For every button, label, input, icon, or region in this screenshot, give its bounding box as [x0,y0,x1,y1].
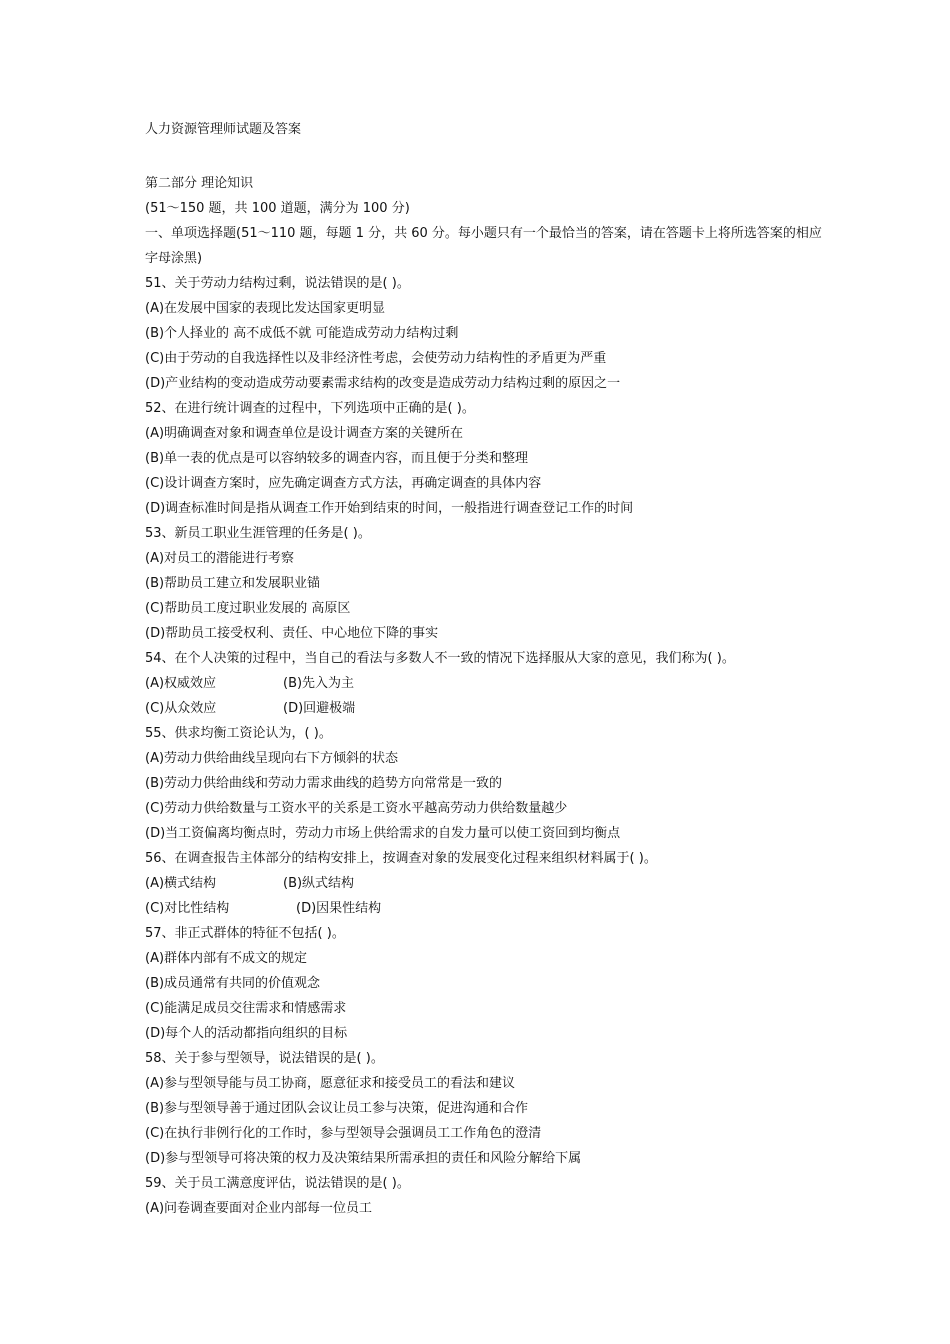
question-option: (B)成员通常有共同的价值观念 [145,976,321,991]
question-option: (A)对员工的潜能进行考察 [145,551,295,566]
question-option: (B)纵式结构 [283,876,355,891]
question-stem: 55、供求均衡工资论认为，( )。 [145,726,332,741]
question-stem: 53、新员工职业生涯管理的任务是( )。 [145,526,371,541]
option-row [145,696,825,721]
question-option: (B)劳动力供给曲线和劳动力需求曲线的趋势方向常常是一致的 [145,776,503,791]
question-stem: 57、非正式群体的特征不包括( )。 [145,926,345,941]
question-option: (C)对比性结构 [145,901,230,916]
question-option: (D)调查标准时间是指从调查工作开始到结束的时间，一般指进行调查登记工作的时间 [145,501,634,516]
question-option: (C)劳动力供给数量与工资水平的关系是工资水平越高劳动力供给数量越少 [145,801,568,816]
question-option: (D)产业结构的变动造成劳动要素需求结构的改变是造成劳动力结构过剩的原因之一 [145,376,621,391]
document-title: 人力资源管理师试题及答案 [145,122,302,137]
question-option: (B)参与型领导善于通过团队会议让员工参与决策，促进沟通和合作 [145,1101,529,1116]
question-option: (D)当工资偏离均衡点时，劳动力市场上供给需求的自发力量可以使工资回到均衡点 [145,826,621,841]
question-option: (B)先入为主 [283,676,355,691]
question-stem: 58、关于参与型领导，说法错误的是( )。 [145,1051,384,1066]
question-option: (A)参与型领导能与员工协商，愿意征求和接受员工的看法和建议 [145,1076,516,1091]
question-option: (A)权威效应 [145,676,217,691]
question-option: (D)每个人的活动都指向组织的目标 [145,1026,348,1041]
question-option: (A)问卷调查要面对企业内部每一位员工 [145,1201,373,1216]
question-option: (A)明确调查对象和调查单位是设计调查方案的关键所在 [145,426,464,441]
question-option: (A)横式结构 [145,876,217,891]
question-option: (D)回避极端 [283,701,356,716]
question-option: (B)个人择业的 高不成低不就 可能造成劳动力结构过剩 [145,326,459,341]
question-option: (A)群体内部有不成文的规定 [145,951,308,966]
question-option: (C)在执行非例行化的工作时，参与型领导会强调员工工作角色的澄清 [145,1126,542,1141]
question-option: (C)帮助员工度过职业发展的 高原区 [145,601,351,616]
document-body [145,171,825,1221]
question-option: (A)在发展中国家的表现比发达国家更明显 [145,301,386,316]
option-row [145,671,825,696]
question-option: (D)参与型领导可将决策的权力及决策结果所需承担的责任和风险分解给下属 [145,1151,582,1166]
option-row [145,896,825,921]
option-row [145,871,825,896]
question-stem: 59、关于员工满意度评估，说法错误的是( )。 [145,1176,410,1191]
question-option: (D)因果性结构 [296,901,382,916]
question-option: (B)单一表的优点是可以容纳较多的调查内容，而且便于分类和整理 [145,451,529,466]
question-option: (D)帮助员工接受权利、责任、中心地位下降的事实 [145,626,439,641]
question-option: (C)能满足成员交往需求和情感需求 [145,1001,347,1016]
question-option: (B)帮助员工建立和发展职业锚 [145,576,321,591]
question-stem: 52、在进行统计调查的过程中，下列选项中正确的是( )。 [145,401,475,416]
section-instructions: 一、单项选择题(51～110 题，每题 1 分，共 60 分。每小题只有一个最恰当的答案，请在答题卡上将所选答案的相应字母涂黑) [145,226,822,266]
question-stem: 56、在调查报告主体部分的结构安排上，按调查对象的发展变化过程来组织材料属于( )。 [145,851,657,866]
question-stem: 51、关于劳动力结构过剩，说法错误的是( )。 [145,276,410,291]
question-option: (A)劳动力供给曲线呈现向右下方倾斜的状态 [145,751,399,766]
question-option: (C)由于劳动的自我选择性以及非经济性考虑，会使劳动力结构性的矛盾更为严重 [145,351,607,366]
question-option: (C)设计调查方案时，应先确定调查方式方法，再确定调查的具体内容 [145,476,542,491]
part-scope: (51～150 题，共 100 道题，满分为 100 分) [145,201,410,216]
part-heading: 第二部分 理论知识 [145,176,254,191]
question-stem: 54、在个人决策的过程中，当自己的看法与多数人不一致的情况下选择服从大家的意见，我们称为( )。 [145,651,735,666]
question-option: (C)从众效应 [145,701,217,716]
